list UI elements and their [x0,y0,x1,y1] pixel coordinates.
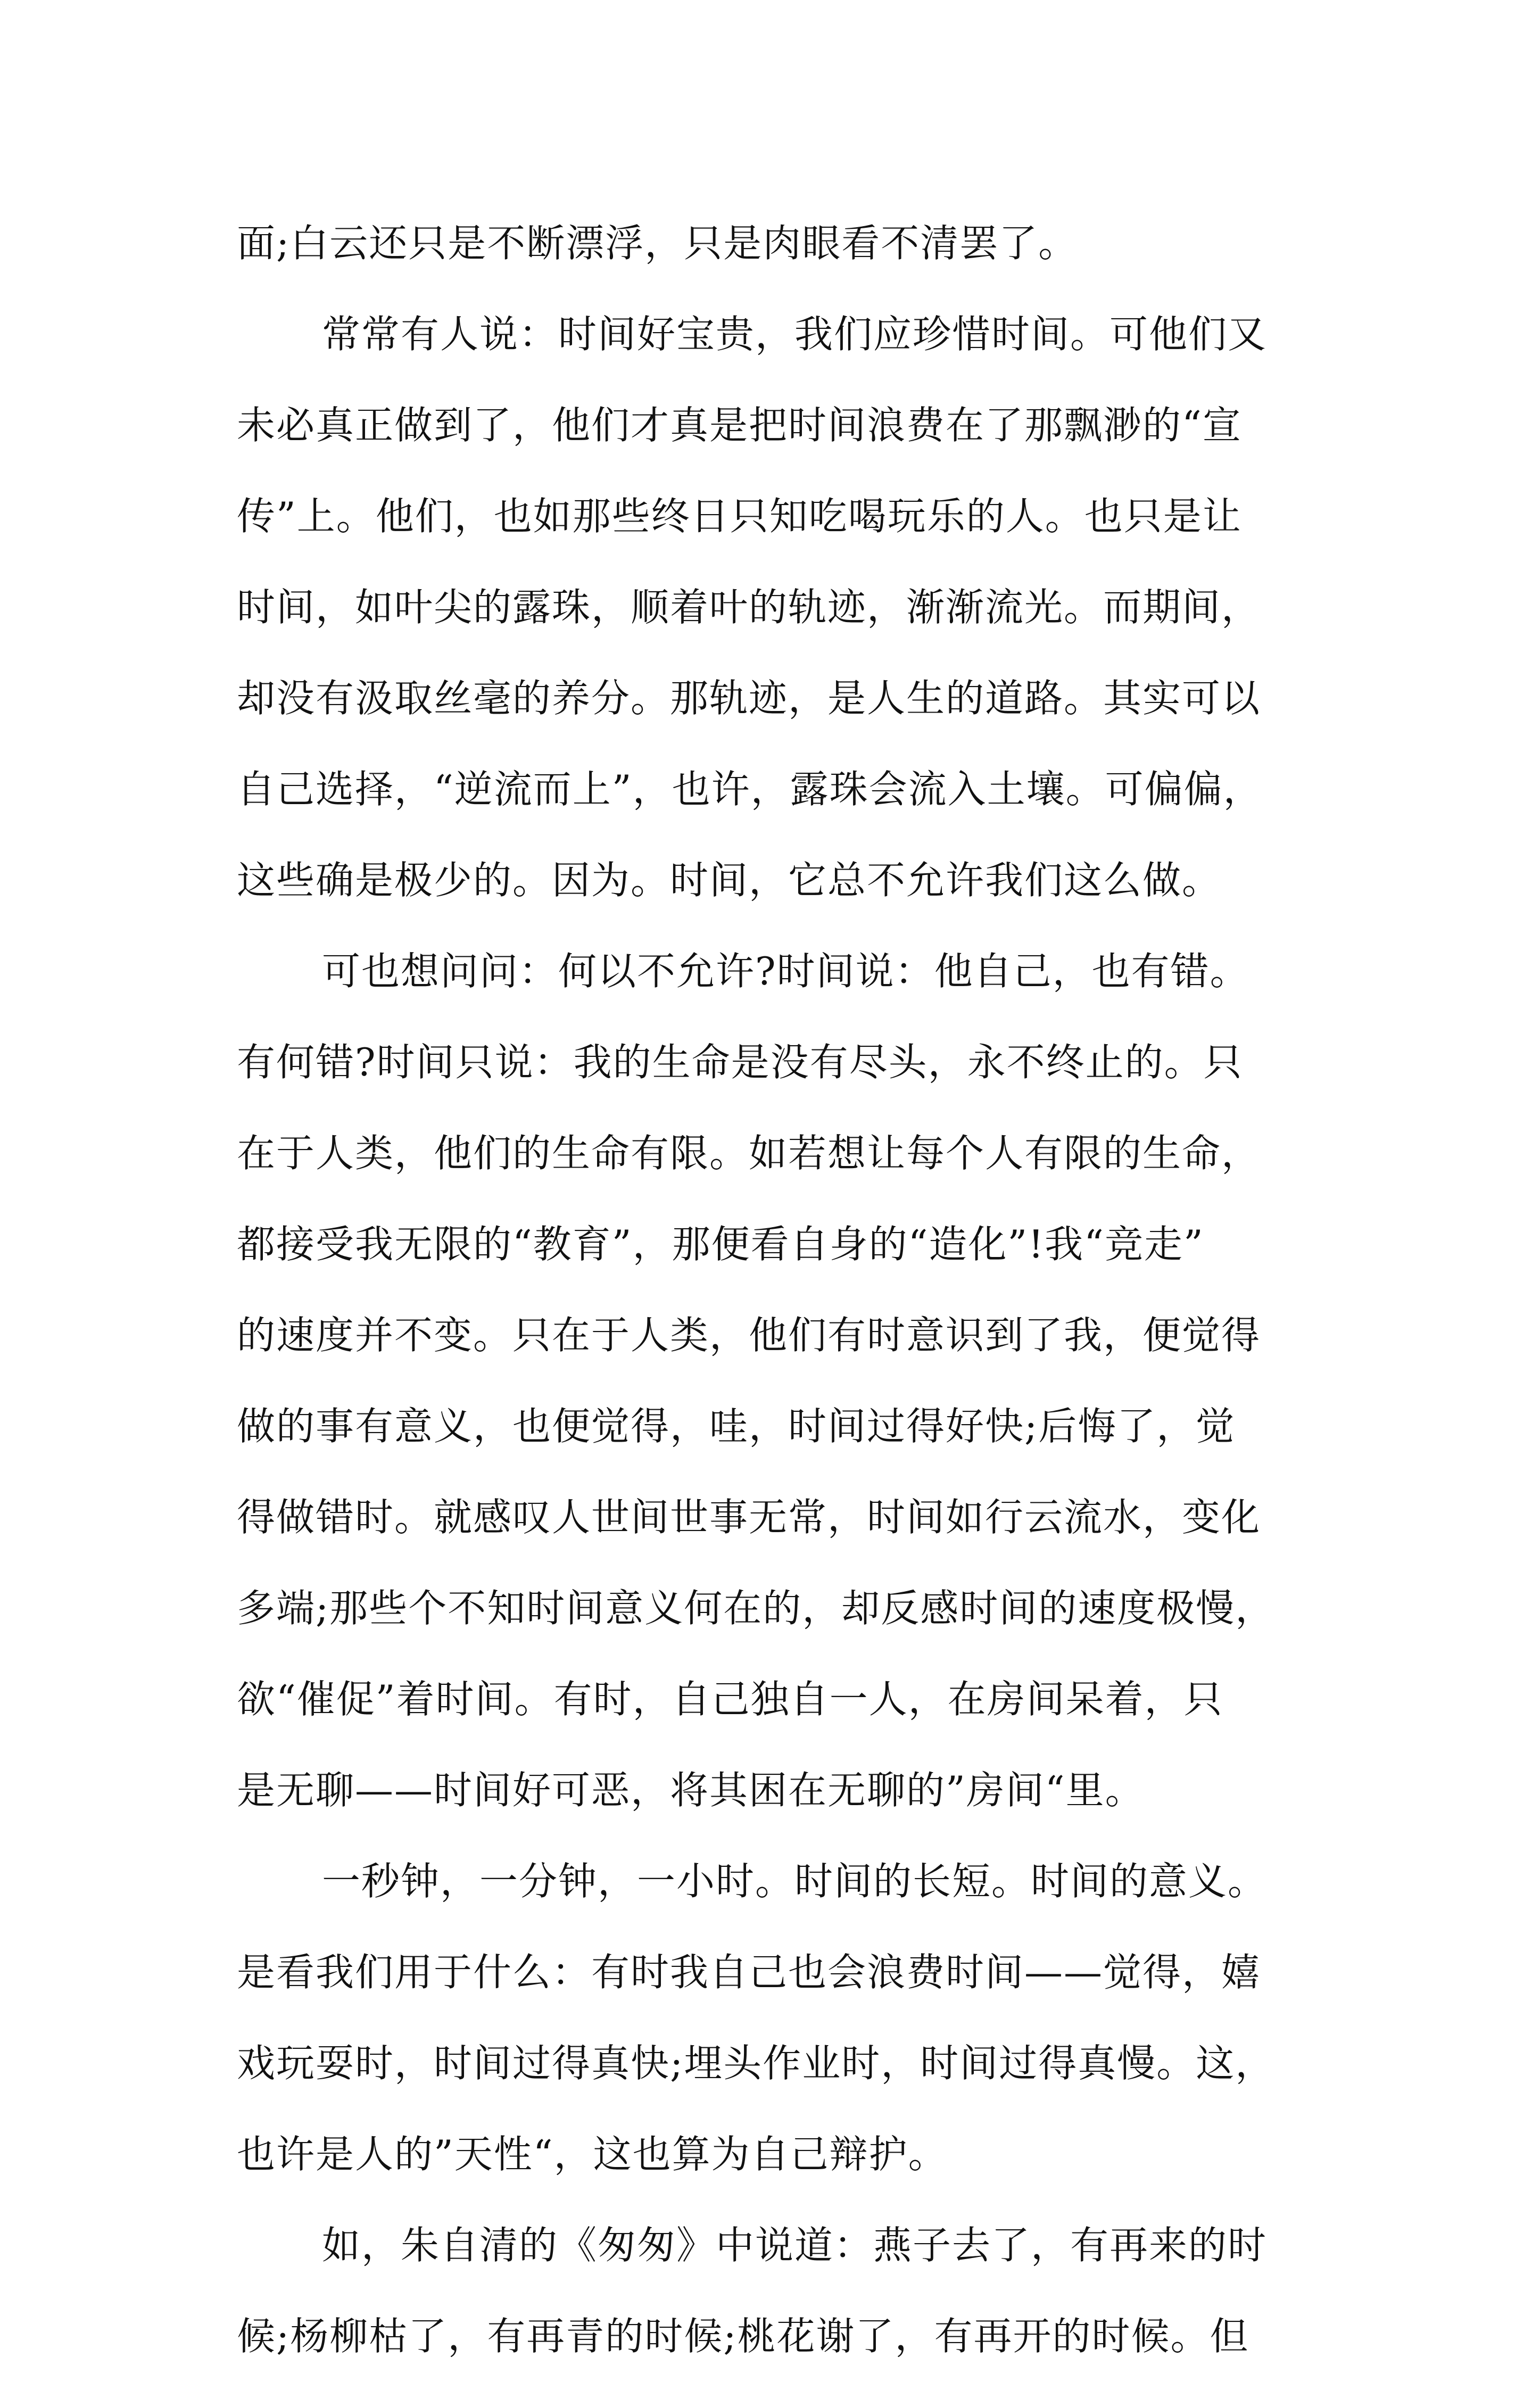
paragraph-start-line: 可也想问问：何以不允许?时间说：他自己，也有错。 [322,949,1249,994]
text-line: 欲“催促”着时间。有时，自己独自一人，在房间呆着，只 [237,1677,1223,1722]
text-line: 都接受我无限的“教育”，那便看自身的“造化”!我“竞走” [237,1222,1204,1267]
paragraph-start-line: 一秒钟，一分钟，一小时。时间的长短。时间的意义。 [322,1859,1268,1904]
text-line: 这些确是极少的。因为。时间，它总不允许我们这么做。 [237,858,1222,903]
text-line: 有何错?时间只说：我的生命是没有尽头，永不终止的。只 [237,1040,1243,1085]
text-line: 却没有汲取丝毫的养分。那轨迹，是人生的道路。其实可以 [237,676,1261,721]
text-line: 做的事有意义，也便觉得，哇，时间过得好快;后悔了，觉 [237,1404,1236,1449]
text-line: 自己选择，“逆流而上”，也许，露珠会流入土壤。可偏偏， [237,767,1263,812]
body-text [237,198,1317,2382]
paragraph-start-line: 常常有人说：时间好宝贵，我们应珍惜时间。可他们又 [322,312,1268,357]
text-line: 在于人类，他们的生命有限。如若想让每个人有限的生命， [237,1131,1261,1176]
text-line: 是无聊——时间好可恶，将其困在无聊的”房间“里。 [237,1768,1145,1813]
text-line: 传”上。他们，也如那些终日只知吃喝玩乐的人。也只是让 [237,494,1242,539]
text-line: 候;杨柳枯了，有再青的时候;桃花谢了，有再开的时候。但 [237,2314,1249,2359]
text-line: 的速度并不变。只在于人类，他们有时意识到了我，便觉得 [237,1313,1261,1358]
text-line: 时间，如叶尖的露珠，顺着叶的轨迹，渐渐流光。而期间， [237,585,1261,630]
text-line: 也许是人的”天性“，这也算为自己辩护。 [237,2132,948,2177]
text-line: 面;白云还只是不断漂浮，只是肉眼看不清罢了。 [237,221,1078,266]
text-line: 戏玩耍时，时间过得真快;埋头作业时，时间过得真慢。这， [237,2041,1275,2086]
paragraph-start-line: 如，朱自清的《匆匆》中说道：燕子去了，有再来的时 [322,2223,1268,2268]
text-line: 得做错时。就感叹人世间世事无常，时间如行云流水，变化 [237,1495,1261,1540]
text-line: 是看我们用于什么：有时我自己也会浪费时间——觉得，嬉 [237,1950,1261,1995]
text-line: 未必真正做到了，他们才真是把时间浪费在了那飘渺的“宣 [237,403,1242,448]
text-line: 多端;那些个不知时间意义何在的，却反感时间的速度极慢， [237,1586,1275,1631]
